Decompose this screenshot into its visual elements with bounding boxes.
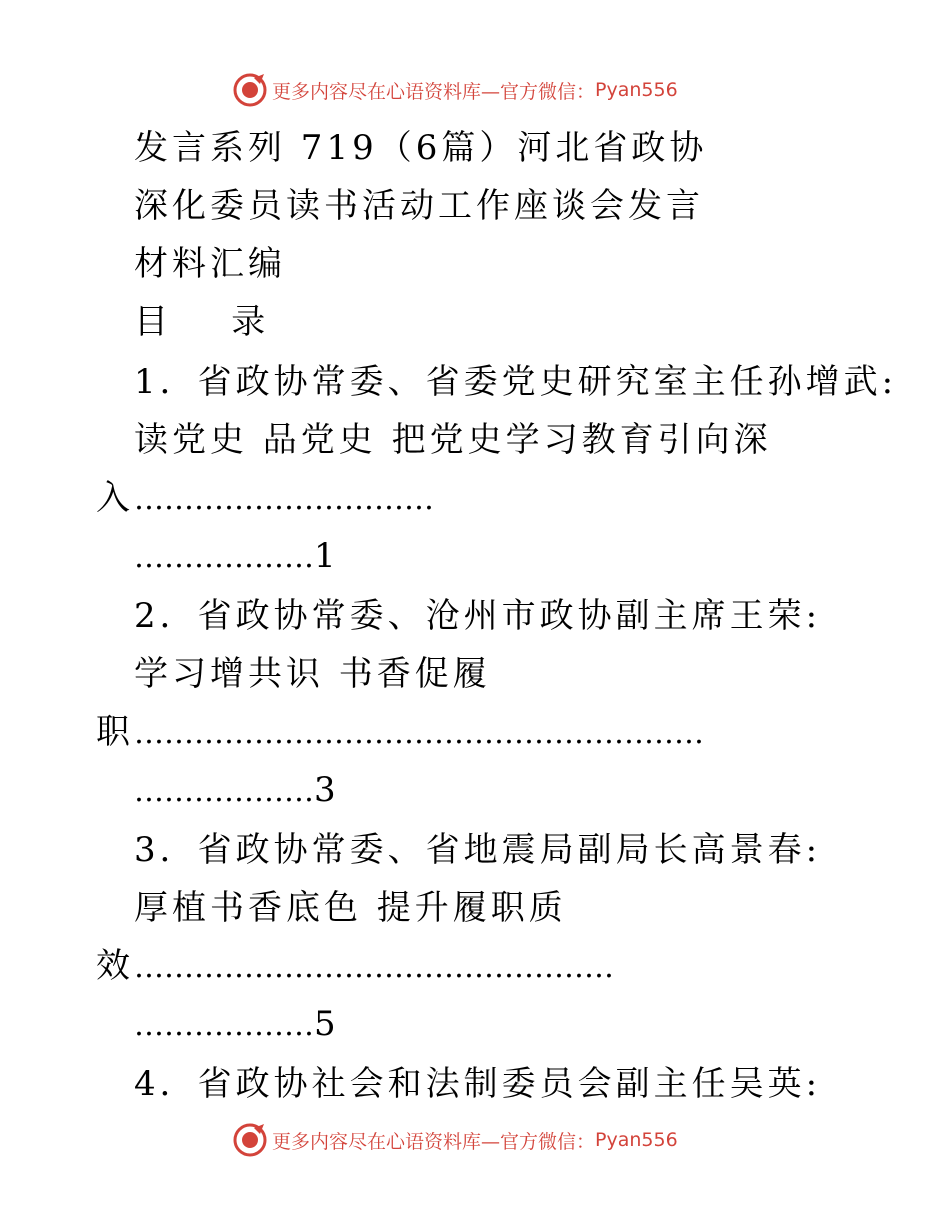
toc-entry-2-leader-dots-2: ……………… [134,774,314,809]
toc-entry-3-title: 厚植书香底色 提升履职质 [134,888,567,928]
watermark-text: 更多内容尽在心语资料库—官方微信： [272,80,596,103]
watermark-wechat-id: Pyan556 [595,1129,678,1151]
watermark-banner-top [232,70,678,110]
toc-entry-3-leader-dots-2: ……………… [134,1008,314,1043]
brand-logo-icon [232,1122,268,1158]
watermark-wechat-id: Pyan556 [595,79,678,101]
title-line-1: 发言系列 719（6篇）河北省政协 [134,128,708,168]
toc-entry-1-leader-dots-2: ……………… [134,540,314,575]
title-line-3: 材料汇编 [134,244,286,284]
toc-entry-3-speaker: 3．省政协常委、省地震局副局长高景春: [134,830,822,870]
watermark-banner-bottom [232,1120,678,1160]
toc-entry-3-page-number: 5 [314,1004,340,1044]
toc-entry-3-title-end [96,944,614,990]
toc-heading: 目 录 [134,302,270,342]
brand-logo-icon [232,72,268,108]
toc-entry-3-leader-dots: ………………………………………… [134,950,614,985]
toc-entry-1-page-line [134,534,340,580]
toc-entry-1-page-number: 1 [314,536,340,576]
toc-entry-2-leader-dots: ………………………………………………… [134,716,704,751]
toc-entry-1-title: 读党史 品党史 把党史学习教育引向深 [134,420,772,460]
toc-entry-2-title-end [96,710,704,756]
toc-entry-1-last-char: 入 [96,478,134,518]
title-line-2: 深化委员读书活动工作座谈会发言 [134,186,704,226]
toc-entry-2-title: 学习增共识 书香促履 [134,654,491,694]
toc-entry-2-speaker: 2．省政协常委、沧州市政协副主席王荣: [134,596,822,636]
toc-entry-2-last-char: 职 [96,712,134,752]
toc-entry-2-page-number: 3 [314,770,340,810]
toc-entry-4-speaker: 4．省政协社会和法制委员会副主任吴英: [134,1064,822,1104]
toc-entry-1-leader-dots: ………………………… [134,482,434,517]
toc-entry-1-title-end [96,476,434,522]
toc-entry-3-last-char: 效 [96,946,134,986]
toc-entry-2-page-line [134,768,340,814]
toc-entry-1-speaker: 1．省政协常委、省委党史研究室主任孙增武: [134,362,898,402]
watermark-text: 更多内容尽在心语资料库—官方微信： [272,1130,596,1153]
toc-entry-3-page-line [134,1002,340,1048]
